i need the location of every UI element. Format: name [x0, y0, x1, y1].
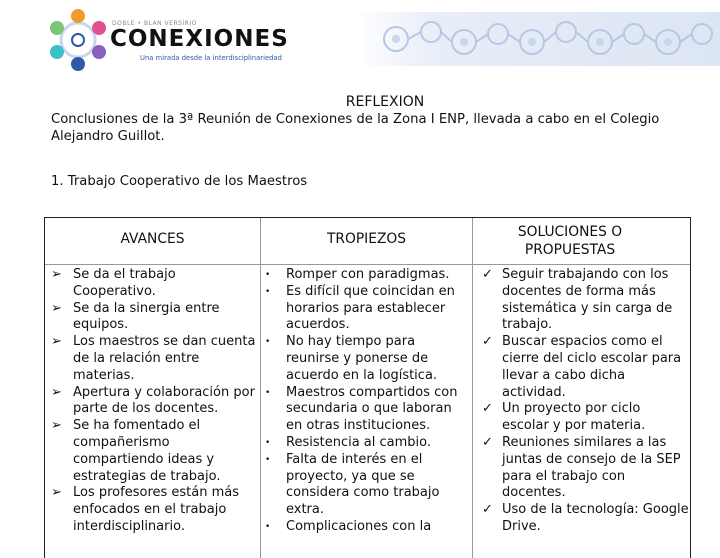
section-heading: 1. Trabajo Cooperativo de los Maestros [51, 174, 308, 189]
dot-bullet-icon: • [265, 521, 271, 532]
list-item: ➢ Apertura y colaboración por parte de los docentes. [51, 384, 255, 417]
dot-bullet-icon: • [265, 337, 271, 348]
checkmark-icon: ✓ [482, 334, 493, 350]
soluciones-list [472, 267, 690, 536]
list-item: • Complicaciones con la [265, 518, 432, 534]
molecule-banner-icon [356, 12, 720, 66]
conclusions-table [44, 217, 691, 558]
list-item: • Maestros compartidos con secundaria o que laboran en otras instituciones. [265, 384, 458, 434]
logo-wordmark: CONEXIONES [110, 26, 289, 52]
document-title: REFLEXION [345, 94, 425, 110]
dot-bullet-icon: • [265, 270, 271, 280]
arrow-bullet-icon: ➢ [51, 267, 62, 282]
logo-subtitle: Una mirada desde la interdisciplinariedad [140, 54, 282, 62]
dot-bullet-icon: • [265, 437, 271, 448]
dot-bullet-icon: • [265, 454, 271, 465]
arrow-bullet-icon: ➢ [51, 418, 62, 434]
intro-paragraph: Conclusiones de la 3ª Reunión de Conexiones de la Zona I ENP, llevada a cabo en el Colegio Alejandro Guillot. [51, 112, 660, 144]
dot-bullet-icon: • [265, 387, 271, 398]
list-item: • Resistencia al cambio. [265, 434, 432, 450]
list-item: ➢ Los profesores están más enfocados en el trabajo interdisciplinario. [51, 485, 240, 534]
checkmark-icon: ✓ [482, 267, 493, 282]
arrow-bullet-icon: ➢ [51, 485, 62, 501]
checkmark-icon: ✓ [482, 401, 493, 417]
logo-tagline: DOBLE • BLAN VERSÍRIO [112, 20, 197, 27]
list-item: ✓ Uso de la tecnología: Google Drive. [482, 502, 689, 534]
header-avances: AVANCES [120, 231, 185, 247]
list-item: ➢ Los maestros se dan cuenta de la relación entre materias. [51, 334, 256, 383]
checkmark-icon: ✓ [482, 502, 493, 518]
tropiezos-list [261, 267, 469, 536]
arrow-bullet-icon: ➢ [51, 384, 62, 400]
list-item: ✓ Reuniones similares a las juntas de consejo de la SEP para el trabajo con docentes. [482, 434, 681, 501]
avances-list [45, 267, 257, 536]
arrow-bullet-icon: ➢ [51, 300, 62, 316]
checkmark-icon: ✓ [482, 434, 493, 450]
logo-flower-icon [46, 6, 110, 74]
header-soluciones: SOLUCIONES O PROPUESTAS [517, 224, 623, 258]
arrow-bullet-icon: ➢ [51, 334, 62, 350]
header-divider [45, 264, 690, 265]
list-item: ➢ Se da la sinergia entre equipos. [51, 300, 220, 333]
list-item: ✓ Seguir trabajando con los docentes de forma más sistemática y sin carga de trabajo. [482, 267, 673, 333]
list-item: • Es difícil que coincidan en horarios para establecer acuerdos. [265, 283, 455, 333]
header-tropiezos: TROPIEZOS [326, 231, 407, 247]
dot-bullet-icon: • [265, 286, 271, 297]
list-item: • No hay tiempo para reunirse y ponerse de acuerdo en la logística. [265, 334, 438, 383]
list-item: ✓ Buscar espacios como el cierre del ciclo escolar para llevar a cabo dicha actividad. [482, 334, 682, 400]
list-item: ➢ Se da el trabajo Cooperativo. [51, 267, 176, 299]
list-item: • Falta de interés en el proyecto, ya que se considera como trabajo extra. [265, 451, 440, 518]
conexiones-logo [46, 6, 289, 74]
list-item: ➢ Se ha fomentado el compañerismo compartiendo ideas y estrategias de trabajo. [51, 418, 221, 484]
list-item: • Romper con paradigmas. [265, 267, 450, 282]
list-item: ✓ Un proyecto por ciclo escolar y por materia. [482, 401, 646, 434]
